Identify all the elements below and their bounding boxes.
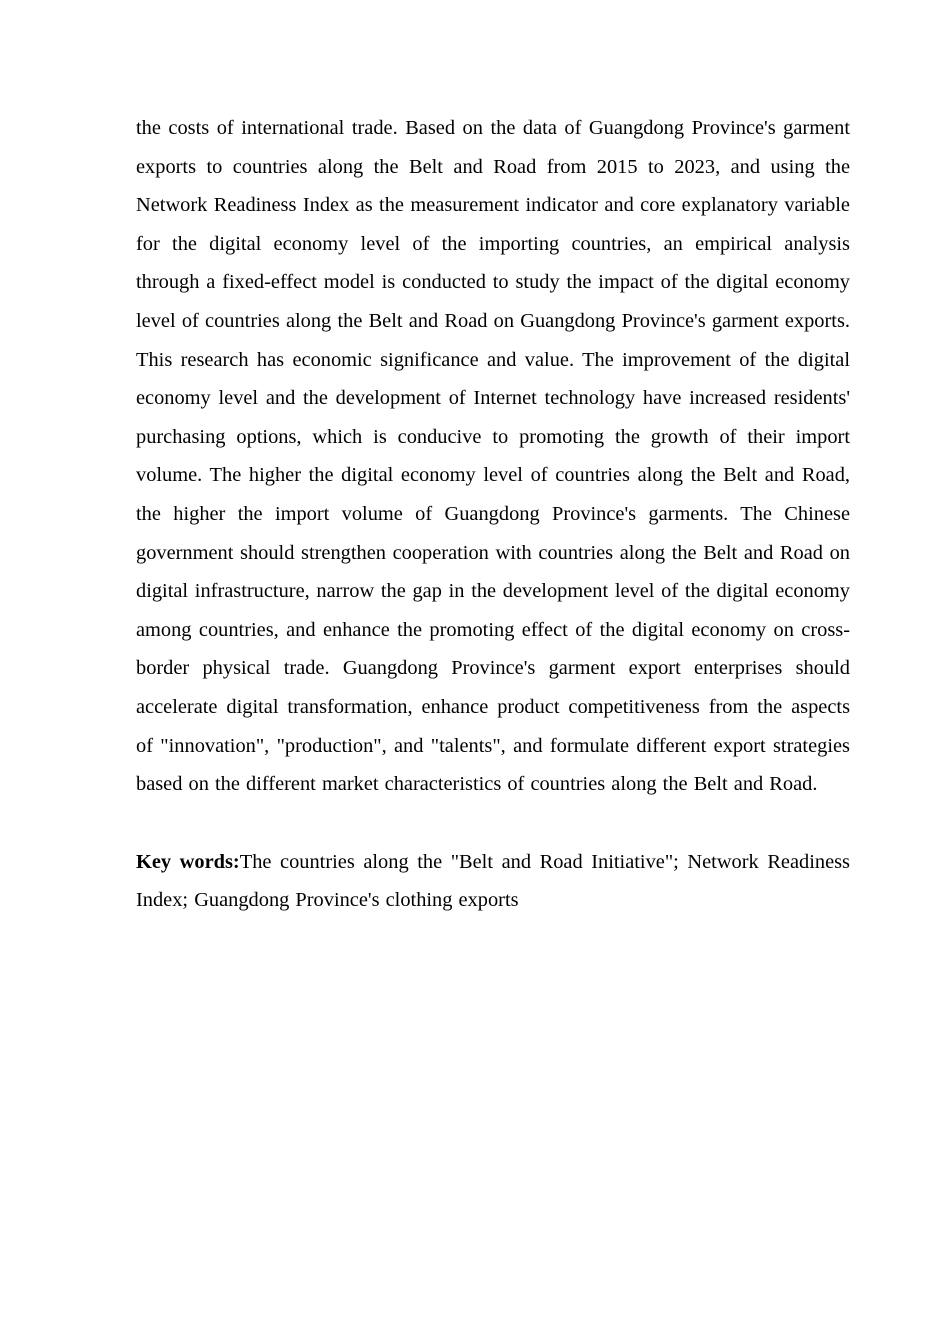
keywords-label: Key words: bbox=[136, 850, 240, 873]
document-page bbox=[136, 109, 850, 920]
keywords-paragraph bbox=[136, 843, 850, 920]
keywords-text: The countries along the "Belt and Road Initiative"; Network Readiness Index; Guangdong Province's clothing exports bbox=[136, 850, 850, 912]
abstract-body-text: the costs of international trade. Based on the data of Guangdong Province's garment exports to countries along the Belt and Road from 2015 to 2023, and using the Network Readiness Index as the measurement indicator and core explanatory variable for the digital economy level of the importing countries, an empirical analysis through a fixed-effect model is conducted to study the impact of the digital economy level of countries along the Belt and Road on Guangdong Province's garment exports. This research has economic significance and value. The improvement of the digital economy level and the development of Internet technology have increased residents' purchasing options, which is conducive to promoting the growth of their import volume. The higher the digital economy level of countries along the Belt and Road, the higher the import volume of Guangdong Province's garments. The Chinese government should strengthen cooperation with countries along the Belt and Road on digital infrastructure, narrow the gap in the development level of the digital economy among countries, and enhance the promoting effect of the digital economy on cross-border physical trade. Guangdong Province's garment export enterprises should accelerate digital transformation, enhance product competitiveness from the aspects of "innovation", "production", and "talents", and formulate different export strategies based on the different market characteristics of countries along the Belt and Road. bbox=[136, 117, 850, 796]
